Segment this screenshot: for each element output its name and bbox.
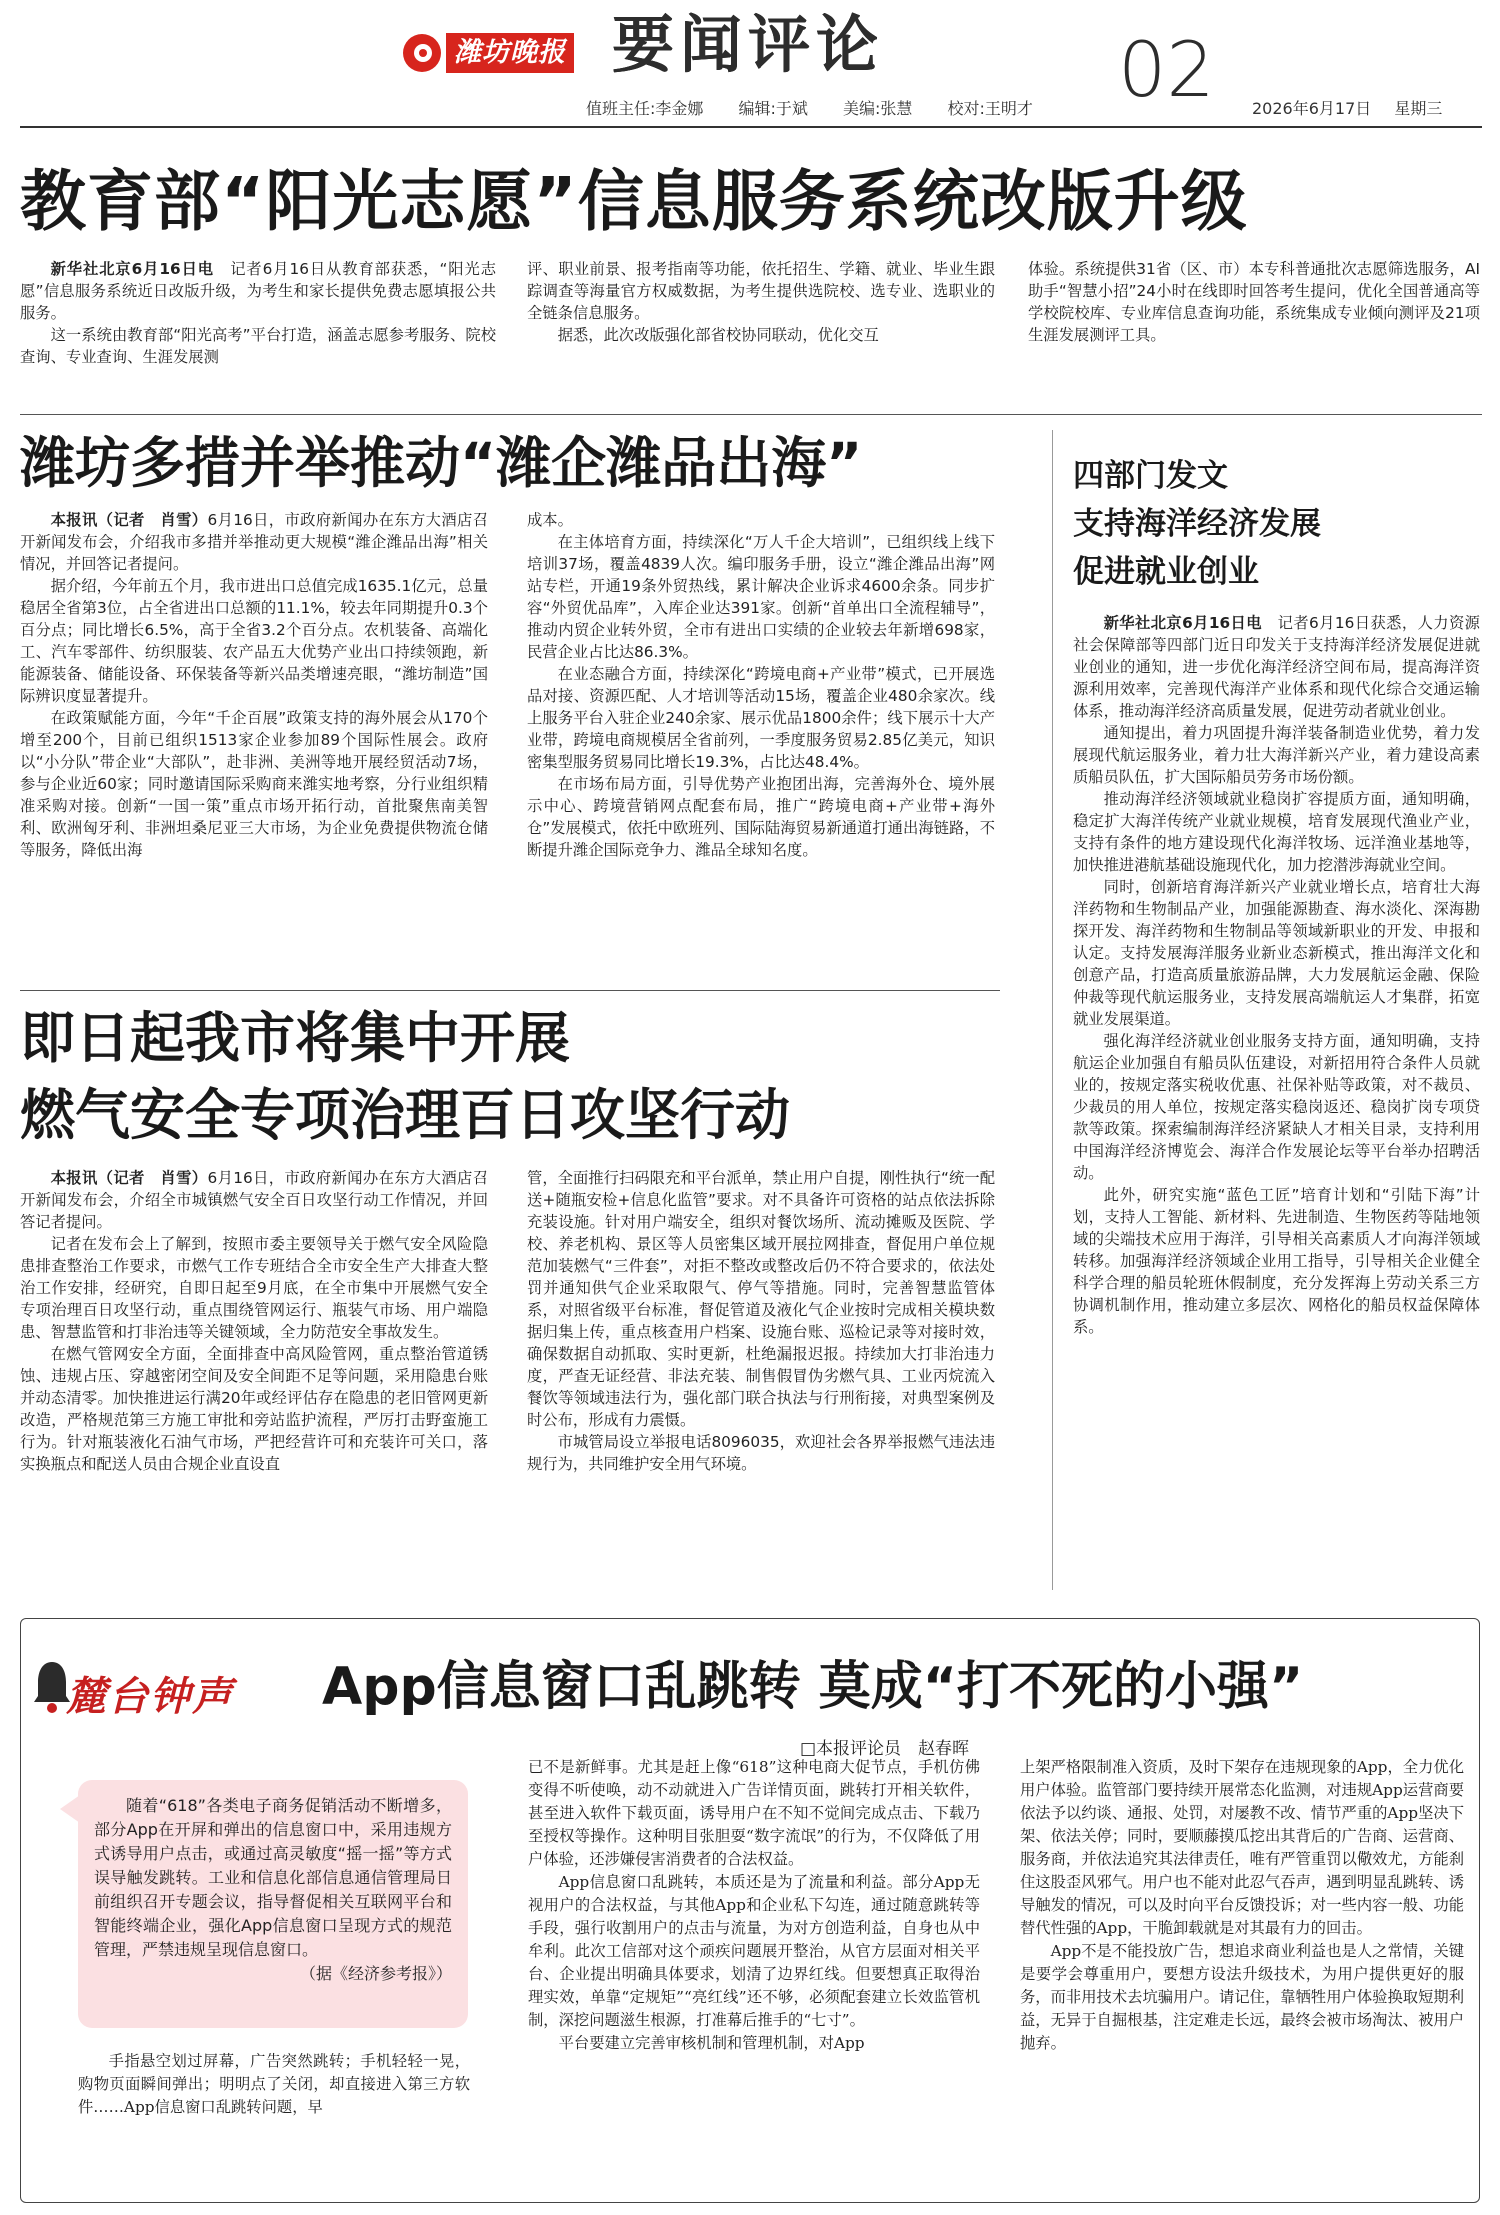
commentary-paragraph: 手指悬空划过屏幕，广告突然跳转；手机轻轻一晃，购物页面瞬间弹出；明明点了关闭，却直接进入第三方软件……App信息窗口乱跳转问题，早: [78, 2052, 470, 2116]
article2-paragraph: 据介绍，今年前五个月，我市进出口总值完成1635.1亿元，总量稳居全省第3位，占全省进出口总额的11.1%，较去年同期提升0.3个百分点；同比增长6.5%，高于全省3.2个百分点。农机装备、高端化工、汽车零部件、纺织服装、农产品五大优势产业出口持续领跑，新能源装备、储能设备、环保装备等新兴品类增速亮眼，“潍坊制造”国际辨识度显著提升。: [20, 577, 488, 705]
article4-paragraph: 通知提出，着力巩固提升海洋装备制造业优势，着力发展现代航运服务业，着力壮大海洋新兴产业，着力建设高素质船员队伍，扩大国际船员劳务市场份额。: [1073, 724, 1480, 786]
commentary-col2: [528, 1756, 980, 2055]
editor-credit: 编辑:于斌: [738, 99, 808, 118]
article2-paragraph: 6月16日，市政府新闻办在东方大酒店召开新闻发布会，介绍我市多措并举推动更大规模“潍企潍品出海”相关情况，并回答记者提问。: [20, 511, 488, 573]
article1-paragraph: 评、职业前景、报考指南等功能，依托招生、学籍、就业、毕业生跟踪调查等海量官方权威数据，为考生提供选院校、选专业、选职业的全链条信息服务。: [527, 260, 995, 322]
commentary-intro-box: [78, 1780, 468, 2028]
article2-paragraph: 在主体培育方面，持续深化“万人千企大培训”，已组织线上线下培训37场，覆盖4839人次。编印服务手册，设立“潍企潍品出海”网站专栏，开通19条外贸热线，累计解决企业诉求4600余条。同步扩容“外贸优品库”，入库企业达391家。创新“首单出口全流程辅导”，推动内贸企业转外贸，全市有进出口实绩的企业较去年新增698家，民营企业占比达86.3%。: [527, 533, 995, 661]
article2-headline[interactable]: 潍坊多措并举推动“潍企潍品出海”: [20, 431, 863, 495]
commentary-col1: [78, 2050, 470, 2119]
article1-paragraph: 据悉，此次改版强化部省校协同联动，优化交互: [557, 326, 879, 344]
article3-headline-line2[interactable]: 燃气安全专项治理百日攻坚行动: [20, 1083, 791, 1147]
article3-paragraph: 市城管局设立举报电话8096035，欢迎社会各界举报燃气违法违规行为，共同维护安全用气环境。: [527, 1433, 995, 1473]
commentary-headline[interactable]: App信息窗口乱跳转 莫成“打不死的小强”: [322, 1657, 1304, 1717]
article2-paragraph: 在市场布局方面，引导优势产业抱团出海，完善海外仓、境外展示中心、跨境营销网点配套布局，推广“跨境电商+产业带+海外仓”发展模式，依托中欧班列、国际陆海贸易新通道打通出海链路，不断提升潍企国际竞争力、潍品全球知名度。: [527, 775, 995, 859]
paper-name: 潍坊晚报: [446, 33, 574, 73]
commentary-paragraph: 平台要建立完善审核机制和管理机制，对App: [558, 2034, 865, 2052]
masthead: [0, 0, 1500, 125]
date-text: 2026年6月17日: [1252, 99, 1372, 118]
article1-dateline: 新华社北京6月16日电: [50, 260, 214, 278]
article3-dateline: 本报讯（记者 肖雪）: [50, 1169, 208, 1187]
commentary-paragraph: 已不是新鲜事。尤其是赶上像“618”这种电商大促节点，手机仿佛变得不听使唤，动不动就进入广告详情页面，跳转打开相关软件，甚至进入软件下载页面，诱导用户在不知不觉间完成点击、下载乃至授权等操作。这种明目张胆耍“数字流氓”的行为，不仅降低了用户体验，还涉嫌侵害消费者的合法权益。: [528, 1758, 980, 1868]
article4-headline-line: 四部门发文: [1073, 458, 1228, 494]
article4-dateline: 新华社北京6月16日电: [1103, 614, 1262, 632]
article1-paragraph: 记者6月16日从教育部获悉，“阳光志愿”信息服务系统近日改版升级，为考生和家长提供免费志愿填报公共服务。: [20, 260, 497, 322]
article4-paragraph: 推动海洋经济领域就业稳岗扩容提质方面，通知明确，稳定扩大海洋传统产业就业规模，培育发展现代渔业产业，支持有条件的地方建设现代化海洋牧场、远洋渔业基地等，加快推进港航基础设施现代化，加力挖潜涉海就业空间。: [1073, 790, 1480, 874]
article2-col1: [20, 509, 488, 861]
newspaper-logo-icon: [403, 34, 441, 72]
column-divider: [1052, 430, 1053, 1590]
article4-headline-line: 支持海洋经济发展: [1073, 506, 1321, 542]
commentary-intro-source: （据《经济参考报》）: [299, 1964, 452, 1983]
commentary-paragraph: App信息窗口乱跳转，本质还是为了流量和利益。部分App无视用户的合法权益，与其他App和企业私下勾连，通过随意跳转等手段，强行收割用户的点击与流量，为对方创造利益，自身也从中牟利。此次工信部对这个顽疾问题展开整治，从官方层面对相关平台、企业提出明确具体要求，划清了边界红线。但要想真正取得治理实效，单靠“定规矩”“亮红线”还不够，必须配套建立长效监管机制，深挖问题滋生根源，打准幕后推手的“七寸”。: [528, 1873, 980, 2029]
article2-paragraph: 在业态融合方面，持续深化“跨境电商+产业带”模式，已开展选品对接、资源匹配、人才培训等活动15场，覆盖企业480余家次。线上服务平台入驻企业240余家、展示优品1800余件；线下展示十大产业带，跨境电商规模居全省前列，一季度服务贸易2.85亿美元，知识密集型服务贸易同比增长19.3%，占比达48.4%。: [527, 665, 995, 771]
article1-paragraph: 这一系统由教育部“阳光高考”平台打造，涵盖志愿参考服务、院校查询、专业查询、生涯发展测: [20, 326, 496, 366]
masthead-divider: [20, 126, 1482, 128]
article2-paragraph: 在政策赋能方面，今年“千企百展”政策支持的海外展会从170个增至200个，目前已组织1513家企业参加89个国际性展会。政府以“小分队”带企业“大部队”，赴非洲、美洲等地开展经贸活动7场，参与企业近60家；同时邀请国际采购商来潍实地考察，分行业组织精准采购对接。创新“一国一策”重点市场开拓行动，首批聚焦南美智利、欧洲匈牙利、非洲坦桑尼亚三大市场，为企业免费提供物流仓储等服务，降低出海: [20, 709, 488, 859]
issue-date: [1252, 96, 1460, 119]
article1-col3: [1028, 258, 1480, 346]
commentary-col3: [1020, 1756, 1464, 2055]
article-divider: [20, 414, 1482, 415]
article4-headline[interactable]: [1073, 452, 1321, 596]
article3-col2: [527, 1167, 995, 1475]
article3-paragraph: 6月16日，市政府新闻办在东方大酒店召开新闻发布会，介绍全市城镇燃气安全百日攻坚行动工作情况，并回答记者提问。: [20, 1169, 488, 1231]
article1-col1: [20, 258, 496, 368]
article4-paragraph: 强化海洋经济就业创业服务支持方面，通知明确，支持航运企业加强自有船员队伍建设，对新招用符合条件人员就业的，按规定落实税收优惠、社保补贴等政策，对不裁员、少裁员的用人单位，按规定落实稳岗返还、稳岗扩岗专项贷款等政策。探索编制海洋经济紧缺人才相关目录，支持利用中国海洋经济博览会、海洋合作发展论坛等平台举办招聘活动。: [1073, 1032, 1480, 1182]
section-title: 要闻评论: [612, 8, 885, 81]
editor-credit: 美编:张慧: [843, 99, 913, 118]
editor-credit: 值班主任:李金娜: [586, 99, 704, 118]
commentary-intro: 随着“618”各类电子商务促销活动不断增多，部分App在开屏和弹出的信息窗口中，采用违规方式诱导用户点击，或通过高灵敏度“摇一摇”等方式误导触发跳转。工业和信息化部信息通信管理局日前组织召开专题会议，指导督促相关互联网平台和智能终端企业，强化App信息窗口呈现方式的规范管理，严禁违规呈现信息窗口。: [94, 1796, 452, 1959]
commentary-byline: □本报评论员 赵春晖: [800, 1739, 970, 1759]
speech-bubble-tail: [60, 1795, 80, 1823]
article3-paragraph: 管，全面推行扫码限充和平台派单，禁止用户自提，刚性执行“统一配送+随瓶安检+信息化监管”要求。对不具备许可资格的站点依法拆除充装设施。针对用户端安全，组织对餐饮场所、流动摊贩及医院、学校、养老机构、景区等人员密集区域开展拉网排查，督促用户单位规范加装燃气“三件套”，对拒不整改或整改后仍不符合要求的，依法处罚并通知供气企业采取限气、停气等措施。同时，完善智慧监管体系，对照省级平台标准，督促管道及液化气企业按时完成相关模块数据归集上传，重点核查用户档案、设施台账、巡检记录等对接时效，确保数据自动抓取、实时更新，杜绝漏报迟报。持续加大打非治违力度，严查无证经营、非法充装、制售假冒伪劣燃气具、工业丙烷流入餐饮等领域违法行为，强化部门联合执法与行刑衔接，对典型案例及时公布，形成有力震慑。: [527, 1169, 995, 1429]
page-number: 02: [1118, 25, 1215, 114]
article4-body: [1073, 612, 1480, 1338]
article1-paragraph: 体验。系统提供31省（区、市）本专科普通批次志愿筛选服务，AI助手“智慧小招”24小时在线即时回答考生提问，优化全国普通高等学校院校库、专业库信息查询功能，系统集成专业倾向测评及21项生涯发展测评工具。: [1028, 260, 1480, 344]
article2-col2: [527, 509, 995, 861]
editor-credits: [586, 96, 1053, 119]
article4-paragraph: 同时，创新培育海洋新兴产业就业增长点，培育壮大海洋药物和生物制品产业，加强能源勘查、海水淡化、深海勘探开发、海洋药物和生物制品等领域新职业的开发、申报和认定。支持发展海洋服务业新业态新模式，推出海洋文化和创意产品，打造高质量旅游品牌，大力发展航运金融、保险仲裁等现代航运服务业，支持发展高端航运人才集群，拓宽就业发展渠道。: [1073, 878, 1480, 1028]
weekday-text: 星期三: [1394, 99, 1443, 118]
article2-dateline: 本报讯（记者 肖雪）: [50, 511, 208, 529]
article-divider: [20, 990, 1000, 991]
article3-paragraph: 记者在发布会上了解到，按照市委主要领导关于燃气安全风险隐患排查整治工作要求，市燃气工作专班结合全市安全生产大排查大整治工作安排，经研究，自即日起至9月底，在全市集中开展燃气安全专项治理百日攻坚行动，重点围绕管网运行、瓶装气市场、用户端隐患、智慧监管和打非治违等关键领域，全力防范安全事故发生。: [20, 1235, 488, 1341]
editor-credit: 校对:王明才: [947, 99, 1033, 118]
article3-headline-line1[interactable]: 即日起我市将集中开展: [20, 1006, 571, 1070]
article4-headline-line: 促进就业创业: [1073, 554, 1259, 590]
article2-paragraph: 成本。: [527, 511, 573, 529]
article3-col1: [20, 1167, 488, 1475]
column-name: 麓台钟声: [66, 1674, 234, 1720]
article3-paragraph: 在燃气管网安全方面，全面排查中高风险管网，重点整治管道锈蚀、违规占压、穿越密闭空间及安全间距不足等问题，采用隐患台账并动态清零。加快推进运行满20年或经评估存在隐患的老旧管网更新改造，严格规范第三方施工审批和旁站监护流程，严厉打击野蛮施工行为。针对瓶装液化石油气市场，严把经营许可和充装许可关口，落实换瓶点和配送人员由合规企业直设直: [20, 1345, 488, 1473]
article4-paragraph: 记者6月16日获悉，人力资源社会保障部等四部门近日印发关于支持海洋经济发展促进就业创业的通知，进一步优化海洋经济空间布局，提高海洋资源利用效率，完善现代海洋产业体系和现代化综合交通运输体系，推动海洋经济高质量发展，促进劳动者就业创业。: [1073, 614, 1480, 720]
commentary-paragraph: App不是不能投放广告，想追求商业利益也是人之常情，关键是要学会尊重用户，要想方设法升级技术，为用户提供更好的服务，而非用技术去坑骗用户。请记住，靠牺牲用户体验换取短期利益，无异于自掘根基，注定难走长远，最终会被市场淘汰、被用户抛弃。: [1020, 1942, 1464, 2052]
article1-headline[interactable]: 教育部“阳光志愿”信息服务系统改版升级: [20, 163, 1248, 240]
article4-paragraph: 此外，研究实施“蓝色工匠”培育计划和“引陆下海”计划，支持人工智能、新材料、先进制造、生物医药等陆地领域的尖端技术应用于海洋，引导相关高素质人才向海洋领域转移。加强海洋经济领域企业用工指导，引导相关企业健全科学合理的船员轮班休假制度，充分发挥海上劳动关系三方协调机制作用，推动建立多层次、网格化的船员权益保障体系。: [1073, 1186, 1480, 1336]
commentary-paragraph: 上架严格限制准入资质，及时下架存在违规现象的App，全力优化用户体验。监管部门要持续开展常态化监测，对违规App运营商要依法予以约谈、通报、处罚，对屡教不改、情节严重的App坚决下架、依法关停；同时，要顺藤摸瓜挖出其背后的广告商、运营商、服务商，并依法追究其法律责任，唯有严管重罚以儆效尤，方能刹住这股歪风邪气。用户也不能对此忍气吞声，遇到明显乱跳转、诱导触发的情况，可以及时向平台反馈投诉；对一些内容一般、功能替代性强的App，干脆卸载就是对其最有力的回击。: [1020, 1758, 1464, 1937]
article1-col2: [527, 258, 995, 346]
